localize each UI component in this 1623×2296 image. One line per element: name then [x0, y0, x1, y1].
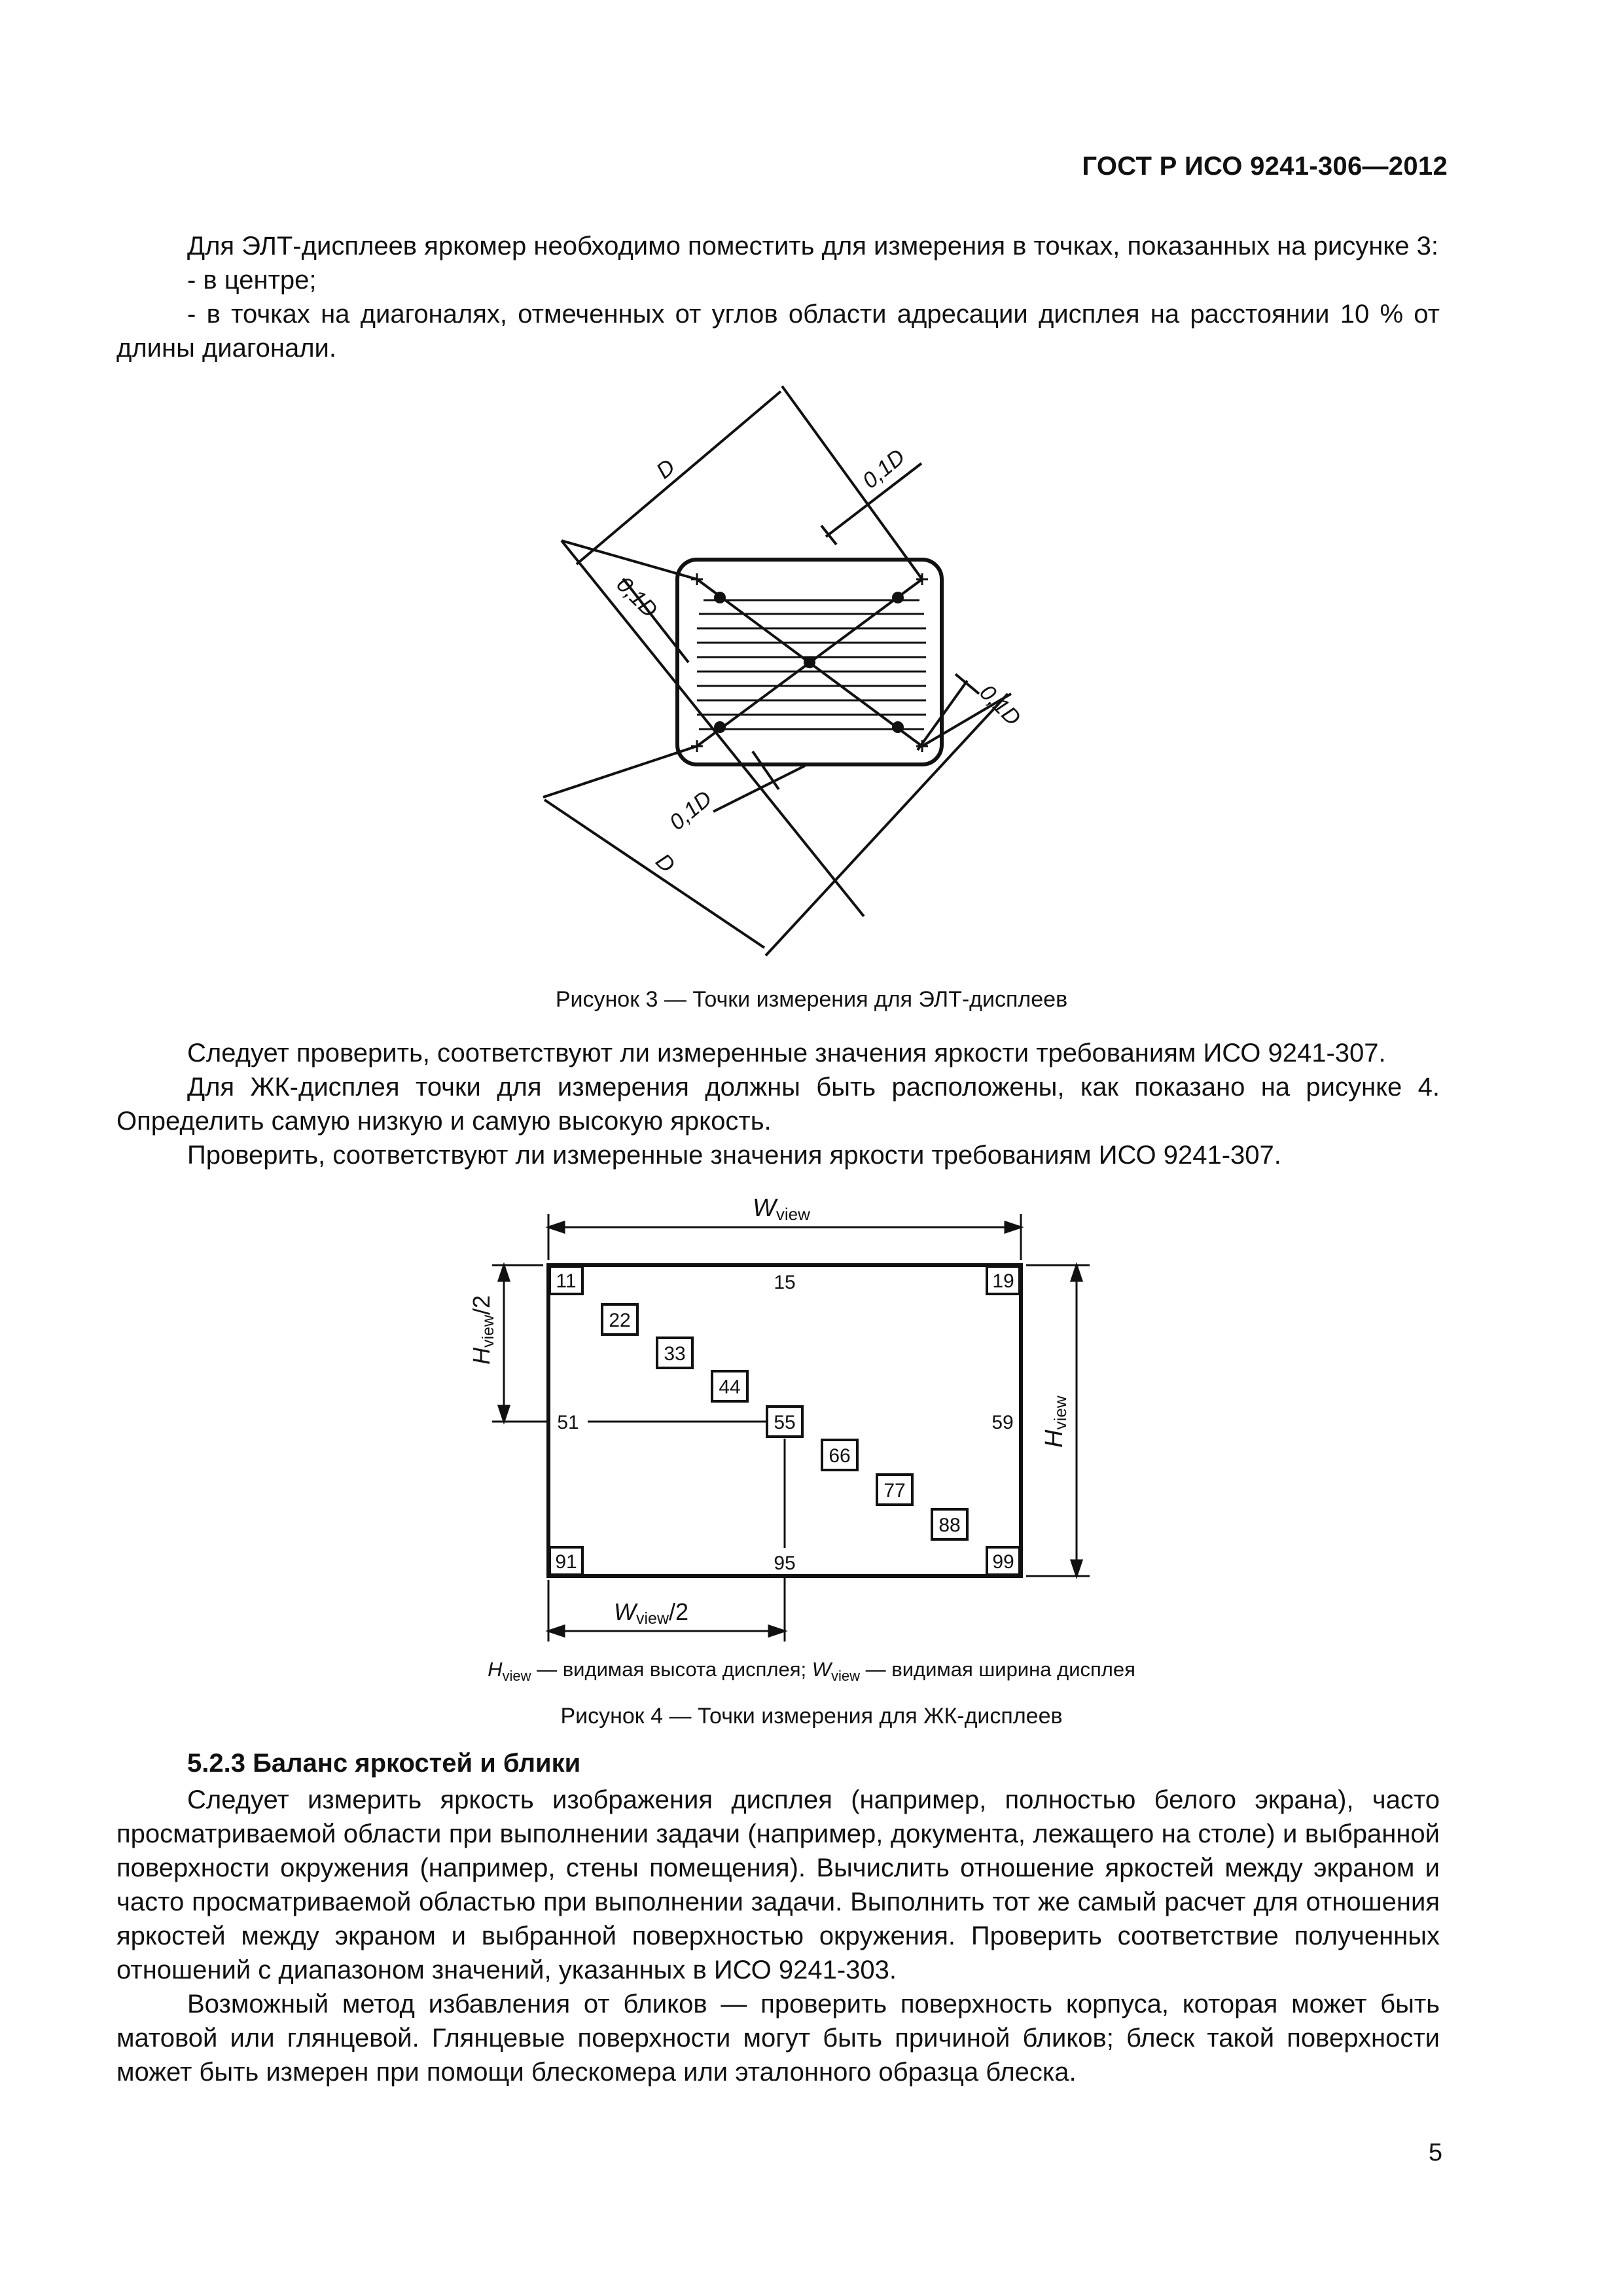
point-88: 88 [938, 1515, 961, 1536]
section-heading: 5.2.3 Баланс яркостей и блики [187, 1749, 581, 1778]
figure-4-caption: Рисунок 4 — Точки измерения для ЖК-дисплеев [560, 1704, 1063, 1729]
legend-w-symbol: W [812, 1658, 831, 1681]
section-paragraph-1: Следует измерить яркость изображения дисплея (например, полностью белого экрана), часто просматриваемой области при выполнении задачи (например, документа, лежащего на столе) и выбранной поверхности окружения (например, стены помещения). Вычислить отношение яркостей между экраном и часто просматриваемой областью при выполнении задачи. Выполнить тот же самый расчет для отношения яркостей между экраном и выбранной поверхностью окружения. Проверить соответствие полученных отношений с диапазоном значений, указанных в ИСО 9241-303. [116, 1785, 1440, 1984]
intro-paragraph-2: - в центре; [187, 266, 317, 295]
figure-3-crt-diagram [0, 0, 1623, 982]
point-33: 33 [664, 1343, 686, 1365]
page-number: 5 [1428, 2139, 1442, 2166]
point-19: 19 [992, 1270, 1014, 1292]
point-95: 95 [774, 1552, 796, 1574]
figure-4-lcd-diagram [0, 1165, 1623, 1649]
point-66: 66 [829, 1445, 851, 1467]
dimension-h-view-half [492, 1265, 548, 1422]
label-d-bottom: D [651, 848, 680, 878]
legend-h-symbol: H [488, 1658, 503, 1681]
label-h-view: Hview [1041, 1395, 1070, 1448]
crt-point-top-left [714, 592, 726, 603]
crt-point-bottom-right [892, 721, 904, 733]
point-11: 11 [556, 1270, 577, 1292]
point-91: 91 [555, 1551, 577, 1573]
section-paragraph-2: Возможный метод избавления от бликов — проверить поверхность корпуса, которая может быть матовой или глянцевой. Глянцевые поверхности могут быть причиной бликов; блеск такой поверхности может быть измерен при помощи блескомера или эталонного образца блеска. [116, 1990, 1440, 2087]
figure-4-legend [0, 1658, 1623, 1685]
middle-paragraph-1: Следует проверить, соответствуют ли измеренные значения яркости требованиям ИСО 9241-307. [187, 1039, 1386, 1067]
middle-text [116, 1036, 1440, 1172]
label-d-top: D [651, 454, 680, 484]
point-99: 99 [992, 1551, 1014, 1573]
point-59: 59 [991, 1412, 1014, 1433]
figure-3-caption: Рисунок 3 — Точки измерения для ЭЛТ-дисплеев [555, 987, 1068, 1012]
crt-point-center [804, 656, 815, 668]
document-code: ГОСТ Р ИСО 9241-306—2012 [1082, 152, 1448, 181]
intro-paragraph-3: - в точках на диагоналях, отмеченных от углов области адресации дисплея на расстоянии 10 % от длины диагонали. [116, 300, 1440, 363]
crt-point-top-right [892, 592, 904, 603]
legend-h-subscript: view [502, 1668, 531, 1685]
point-15: 15 [774, 1272, 796, 1293]
label-01d-left: 0,1D [611, 571, 663, 623]
section-text [116, 1783, 1440, 2089]
label-01d-top-right: 0,1D [857, 444, 910, 494]
label-01d-bottom: 0,1D [664, 785, 717, 836]
point-51: 51 [557, 1412, 579, 1433]
legend-w-subscript: view [831, 1668, 861, 1685]
label-w-view: Wview [753, 1194, 810, 1224]
crt-point-bottom-left [714, 721, 726, 733]
label-w-view-half: Wview/2 [614, 1598, 689, 1628]
point-77: 77 [883, 1480, 906, 1501]
intro-paragraph-1: Для ЭЛТ-дисплеев яркомер необходимо поместить для измерения в точках, показанных на рисунке 3: [187, 232, 1438, 260]
middle-paragraph-2: Для ЖК-дисплея точки для измерения должны быть расположены, как показано на рисунке 4. Определить самую низкую и самую высокую яркость. [116, 1073, 1440, 1136]
middle-paragraph-3: Проверить, соответствуют ли измеренные значения яркости требованиям ИСО 9241-307. [187, 1141, 1281, 1170]
label-01d-right: 0,1D [974, 679, 1026, 731]
point-55: 55 [774, 1412, 796, 1433]
legend-h-text: — видимая высота дисплея; [531, 1658, 812, 1681]
point-44: 44 [719, 1376, 741, 1398]
label-h-view-half: Hview/2 [468, 1295, 497, 1365]
point-22: 22 [609, 1310, 631, 1331]
legend-w-text: — видимая ширина дисплея [860, 1658, 1135, 1681]
